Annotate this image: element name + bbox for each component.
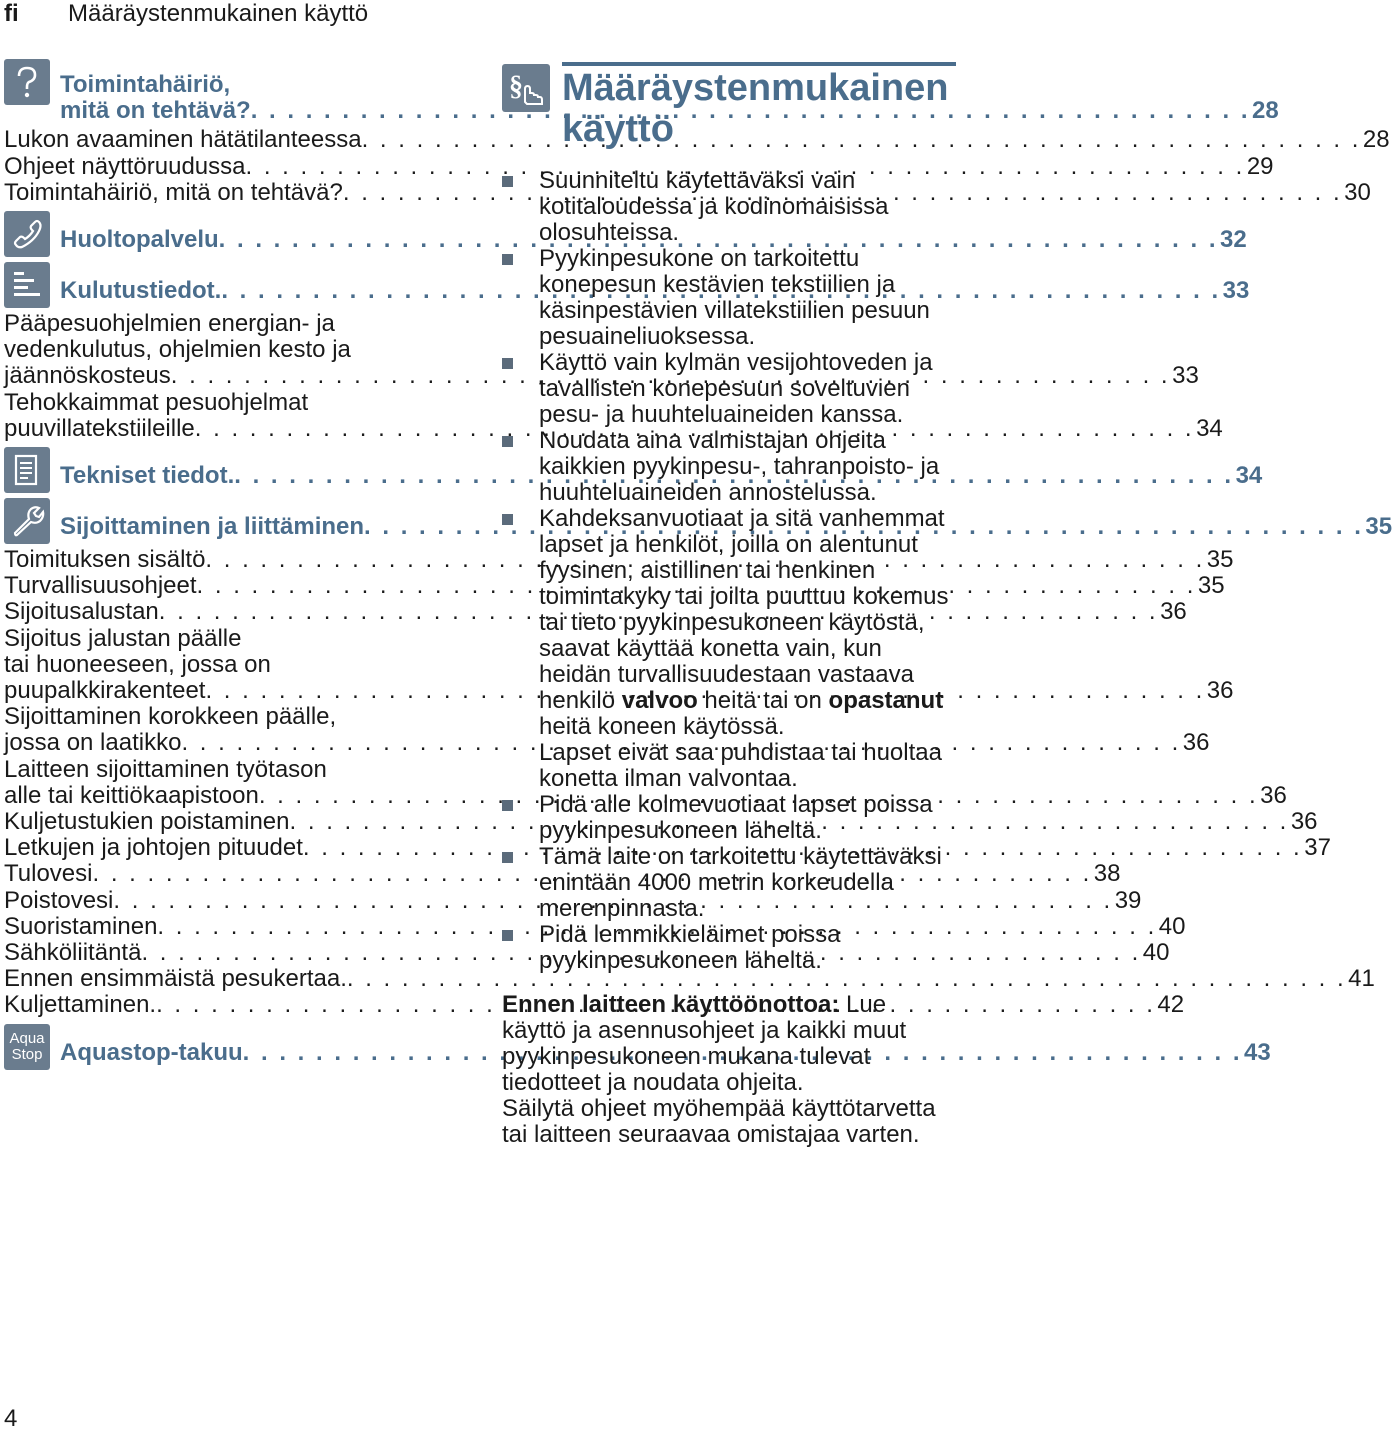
toc-entry-title: Suoristaminen <box>4 912 158 940</box>
toc-item <box>4 860 1121 888</box>
toc-entry-title: Tehokkaimmat pesuohjelmat <box>4 388 309 416</box>
toc-entry-title: jossa on laatikko <box>4 729 182 757</box>
toc-entry-title: Toimintahäiriö, mitä on tehtävä? <box>4 178 343 206</box>
rule-bullet-item <box>502 350 956 428</box>
toc-section-heading <box>4 498 1392 544</box>
toc-entry-title: Aquastop-takuu <box>60 1038 243 1066</box>
intro-text: Lue käyttö ja asennusohjeet ja kaikki muut pyykinpesukoneen mukana tulevat tiedotteet ja noudata ohjeita. <box>502 991 907 1096</box>
toc-entry-title: Lukon avaaminen hätätilanteessa <box>4 126 362 154</box>
toc-line <box>4 781 1287 809</box>
toc-entry-title: Poistovesi <box>4 886 114 914</box>
toc-line <box>4 652 456 678</box>
toc-entry-title: Toimintahäiriö, <box>60 71 231 98</box>
section-title-line-2: käyttö <box>562 108 674 150</box>
section-header <box>502 62 956 150</box>
rules-list <box>502 168 956 974</box>
rule-bullet-item <box>502 922 956 974</box>
bullet-square-icon <box>502 358 513 369</box>
intro-bold-lead: Ennen laitteen käyttöönottoa: <box>502 991 840 1018</box>
toc-entry-title: Tekniset tiedot. <box>60 462 235 490</box>
section-title-block <box>562 62 956 150</box>
toc-entry-title: alle tai keittiökaapistoon <box>4 781 259 809</box>
toc-line <box>4 598 1187 626</box>
toc-item <box>4 546 1234 574</box>
toc-item <box>4 834 1331 862</box>
page-header-title: Määräystenmukainen käyttö <box>68 0 369 27</box>
toc-item <box>4 572 1225 600</box>
toc-entry-title: Toimituksen sisältö <box>4 546 206 574</box>
toc-entry-title: Kuljettaminen. <box>4 991 157 1019</box>
toc-entry-title: Turvallisuusohjeet <box>4 572 197 600</box>
rule-bullet-item <box>502 246 956 350</box>
rule-text-emphasis: opastanut <box>828 687 944 714</box>
bullet-square-icon <box>502 930 513 941</box>
toc-line <box>4 414 1223 442</box>
toc-line <box>4 572 1225 600</box>
section-title-line-1: Määräystenmukainen <box>562 67 949 109</box>
rule-text: Pidä lemmikkieläimet poissa pyykinpesukoneen läheltä. <box>539 921 841 974</box>
language-code: fi <box>4 0 19 27</box>
toc-line <box>4 912 1186 940</box>
toc-section-heading <box>4 1024 1271 1070</box>
toc-entry-title: vedenkulutus, ohjelmien kesto ja <box>4 336 351 364</box>
toc-page-number: 39 <box>1114 886 1142 914</box>
toc-heading-row <box>4 262 1250 308</box>
toc-page-number: 42 <box>1157 991 1185 1019</box>
toc-line <box>4 362 1199 390</box>
toc-entry-title: Sijoittaminen ja liittäminen <box>60 513 365 541</box>
toc-line <box>4 311 456 337</box>
toc-line <box>4 337 456 363</box>
rule-bullet-item <box>502 506 956 792</box>
rule-text: heitä tai on <box>697 687 829 714</box>
rule-text: heitä koneen käytössä. <box>539 713 785 740</box>
toc-page-number: 38 <box>1093 860 1121 888</box>
rule-text: Käyttö vain kylmän vesijohtoveden ja tavallisten konepesuun soveltuvien pesu- ja huuhteluaineiden kanssa. <box>539 349 933 428</box>
toc-heading-row <box>4 211 1247 257</box>
rule-bullet-item <box>502 428 956 506</box>
toc-page-number: 34 <box>1196 414 1223 442</box>
toc-page-number: 37 <box>1304 834 1331 862</box>
bullet-square-icon <box>502 852 513 863</box>
toc-entry-title: Tulovesi <box>4 860 93 888</box>
aquastop-icon-text: Stop <box>11 1045 43 1063</box>
toc-entry-title: Sijoitusalustan <box>4 598 159 626</box>
toc-entry-title: Huoltopalvelu <box>60 226 219 254</box>
toc-entry-title: Sijoitus jalustan päälle <box>4 624 242 652</box>
rule-bullet-item <box>502 844 956 922</box>
toc-line <box>4 965 1375 993</box>
toc-item <box>4 178 1371 206</box>
toc-line <box>4 860 1121 888</box>
bullet-square-icon <box>502 514 513 525</box>
toc-page-number: 43 <box>1243 1038 1271 1066</box>
intro-text-2: Säilytä ohjeet myöhempää käyttötarvetta tai laitteen seuraavaa omistajaa varten. <box>502 1095 936 1148</box>
bullet-square-icon <box>502 176 513 187</box>
toc-page-number: 40 <box>1158 912 1186 940</box>
toc-page-number: 28 <box>1252 97 1279 125</box>
rule-text: Suunniteltu käytettäväksi vain kotitaloudessa ja kodinomaisissa olosuhteissa. <box>539 167 889 246</box>
toc-line <box>4 626 456 652</box>
toc-line <box>4 729 1210 757</box>
toc-section-heading <box>4 262 1250 308</box>
toc-page-number: 32 <box>1219 226 1247 254</box>
toc-page-number: 36 <box>1260 781 1287 809</box>
toc-line <box>4 886 1142 914</box>
toc-entry-title: mitä on tehtävä? <box>60 97 251 125</box>
toc-entry-title: puuvillatekstiileille <box>4 414 195 442</box>
toc-entry-title: tai huoneeseen, jossa on <box>4 650 271 678</box>
toc-page-number: 40 <box>1142 939 1170 967</box>
consumption-icon <box>4 262 50 308</box>
toc-entry-title: Kuljetustukien poistaminen <box>4 808 290 836</box>
toc-item <box>4 912 1186 940</box>
toc-line <box>4 390 456 416</box>
toc-entry-title: Sähköliitäntä <box>4 939 142 967</box>
toc-page-number: 29 <box>1246 152 1274 180</box>
toc-page-number: 35 <box>1197 572 1225 600</box>
toc-entry-title: Laitteen sijoittaminen työtason <box>4 755 327 783</box>
toc-section-heading <box>4 211 1247 257</box>
toc-line <box>4 178 1371 206</box>
toc-entry-title: Pääpesuohjelmien energian- ja <box>4 310 335 338</box>
document-icon <box>4 447 50 493</box>
toc-page-number: 33 <box>1172 362 1199 390</box>
rule-bullet-item <box>502 168 956 246</box>
toc-heading-row <box>4 1024 1271 1070</box>
toc-page-number: 41 <box>1348 965 1375 993</box>
toc-entry-title: puupalkkirakenteet <box>4 677 206 705</box>
toc-page-number: 36 <box>1290 808 1318 836</box>
rule-text: Noudata aina valmistajan ohjeita kaikkien pyykinpesu-, tahranpoisto- ja huuhteluaineiden annostelussa. <box>539 427 940 506</box>
toc-heading-row <box>4 498 1392 544</box>
toc-page-number: 28 <box>1362 126 1390 154</box>
rule-bullet-item <box>502 792 956 844</box>
toc-page-number: 30 <box>1344 178 1371 206</box>
toc-page-number: 36 <box>1182 729 1210 757</box>
rule-text-emphasis: valvoo <box>621 687 698 714</box>
bullet-square-icon <box>502 254 513 265</box>
toc-line <box>4 757 456 783</box>
toc-line <box>4 546 1234 574</box>
section-hand-icon <box>502 64 550 112</box>
toc-entry-title: Kulutustiedot. <box>60 277 222 305</box>
rule-text: Pyykinpesukone on tarkoitettu konepesun kestävien tekstiilien ja käsinpestävien villatekstiilien pesuun pesuaineliuoksessa. <box>539 245 930 350</box>
page-number: 4 <box>4 1405 18 1432</box>
toc-item <box>4 598 1187 626</box>
rule-text: Tämä laite on tarkoitettu käytettäväksi enintään 4000 metrin korkeudella merenpinnasta. <box>539 843 942 922</box>
toc-entry-title: Ohjeet näyttöruudussa <box>4 152 246 180</box>
aquastop-icon <box>4 1024 50 1070</box>
toc-entry-title: Sijoittaminen korokkeen päälle, <box>4 703 337 731</box>
wrench-icon <box>4 498 50 544</box>
toc-page-number: 33 <box>1222 277 1250 305</box>
toc-item <box>4 965 1375 993</box>
toc-entry-title: Ennen ensimmäistä pesukertaa. <box>4 965 347 993</box>
toc-line <box>4 152 1274 180</box>
toc-item <box>4 886 1142 914</box>
toc-page-number: 35 <box>1365 513 1392 541</box>
toc-page-number: 36 <box>1160 598 1187 626</box>
section-intended-use <box>502 62 956 1148</box>
question-icon <box>4 59 50 105</box>
toc-entry-title: Letkujen ja johtojen pituudet <box>4 834 303 862</box>
toc-entry-title: jäännöskosteus <box>4 362 171 390</box>
bullet-square-icon <box>502 800 513 811</box>
toc-page-number: 35 <box>1206 546 1234 574</box>
intro-paragraph <box>502 992 956 1148</box>
rule-text: Pidä alle kolmevuotiaat lapset poissa pyykinpesukoneen läheltä. <box>539 791 933 844</box>
toc-item <box>4 152 1274 180</box>
toc-line <box>4 834 1331 862</box>
rule-text: Kahdeksanvuotiaat ja sitä vanhemmat lapset ja henkilöt, joilla on alentunut fyysinen, aistillinen tai henkinen toimintakyky tai joilta puuttuu kokemus tai tieto pyykinpesukoneen käytöstä, saavat käyttää konetta vain, kun heidän turvallisuudestaan vastaava henkilö <box>539 505 949 714</box>
toc-page-number: 36 <box>1206 677 1234 705</box>
rule-continuation: Lapset eivät saa puhdistaa tai huoltaa konetta ilman valvontaa. <box>539 739 942 792</box>
aquastop-icon-text: Aqua <box>9 1029 45 1047</box>
bullet-square-icon <box>502 436 513 447</box>
toc-page-number: 34 <box>1235 462 1263 490</box>
toc-line <box>4 704 456 730</box>
svg-text:§: § <box>509 71 523 102</box>
phone-icon <box>4 211 50 257</box>
